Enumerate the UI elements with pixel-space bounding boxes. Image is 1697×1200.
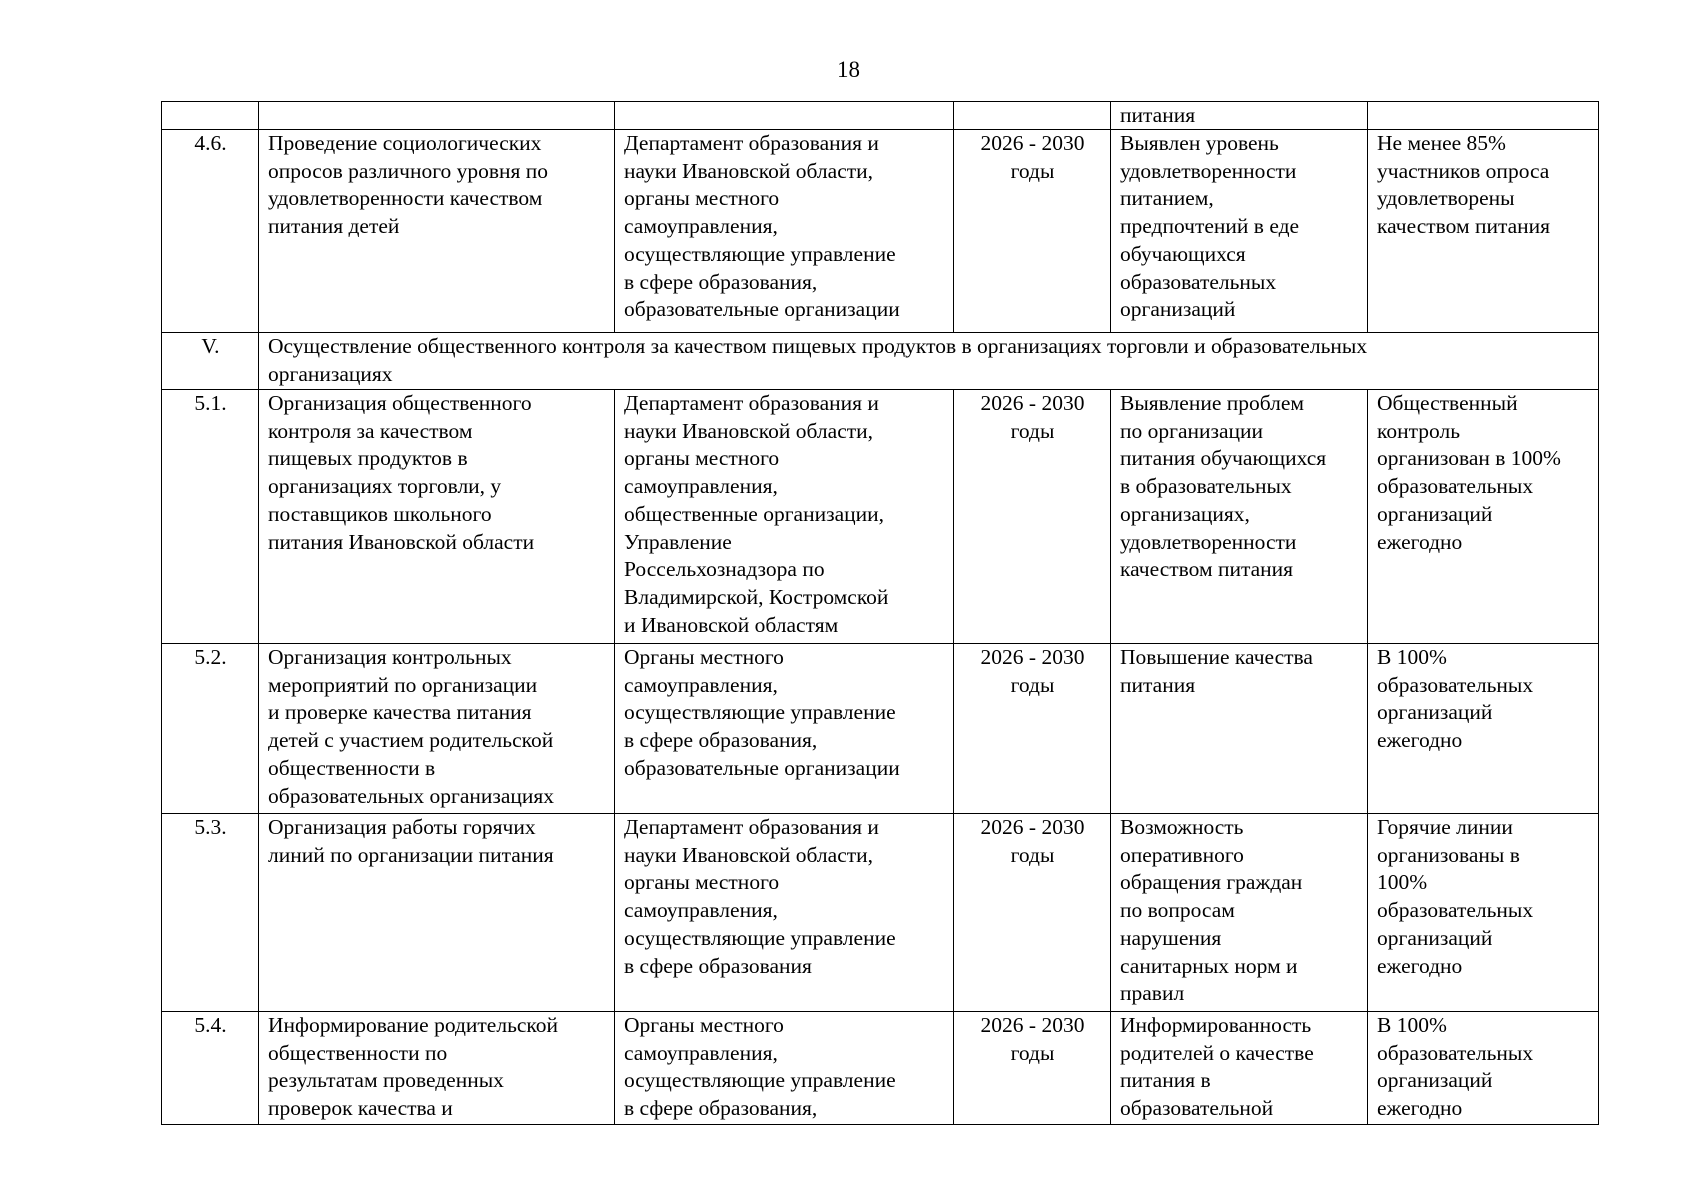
cell-executor xyxy=(615,102,954,130)
cell-term xyxy=(954,102,1111,130)
cell-executor: Органы местного самоуправления, осуществляющие управление в сфере образования, xyxy=(615,1012,954,1125)
table-row-5-1 xyxy=(162,390,1599,644)
cell-num xyxy=(162,102,259,130)
cell-term: 2026 - 2030 годы xyxy=(954,390,1111,644)
cell-event: Информирование родительской общественности по результатам проведенных проверок качества и xyxy=(259,1012,615,1125)
cell-result: питания xyxy=(1111,102,1368,130)
section-row-v xyxy=(162,333,1599,390)
cell-term: 2026 - 2030 годы xyxy=(954,1012,1111,1125)
table-row-4-6 xyxy=(162,130,1599,333)
cell-executor: Департамент образования и науки Ивановской области, органы местного самоуправления, осуществляющие управление в сфере образования, образовательные организации xyxy=(615,130,954,333)
cell-result: Возможность оперативного обращения граждан по вопросам нарушения санитарных норм и правил xyxy=(1111,814,1368,1012)
table-row-5-4 xyxy=(162,1012,1599,1125)
cell-num: 5.2. xyxy=(162,644,259,814)
table-row-continuation xyxy=(162,102,1599,130)
table-row-5-3 xyxy=(162,814,1599,1012)
cell-event xyxy=(259,102,615,130)
cell-result: Выявлен уровень удовлетворенности питанием, предпочтений в еде обучающихся образовательных организаций xyxy=(1111,130,1368,333)
cell-term: 2026 - 2030 годы xyxy=(954,130,1111,333)
cell-term: 2026 - 2030 годы xyxy=(954,814,1111,1012)
cell-indicator xyxy=(1368,102,1599,130)
cell-result: Повышение качества питания xyxy=(1111,644,1368,814)
cell-term: 2026 - 2030 годы xyxy=(954,644,1111,814)
table-row-5-2 xyxy=(162,644,1599,814)
section-num: V. xyxy=(162,333,259,390)
cell-executor: Департамент образования и науки Ивановской области, органы местного самоуправления, осуществляющие управление в сфере образования xyxy=(615,814,954,1012)
page-number: 18 xyxy=(837,57,860,82)
cell-indicator: Не менее 85% участников опроса удовлетворены качеством питания xyxy=(1368,130,1599,333)
cell-num: 4.6. xyxy=(162,130,259,333)
cell-indicator: В 100% образовательных организаций ежегодно xyxy=(1368,1012,1599,1125)
cell-indicator: Горячие линии организованы в 100% образовательных организаций ежегодно xyxy=(1368,814,1599,1012)
measures-table xyxy=(161,101,1599,1125)
cell-executor: Органы местного самоуправления, осуществляющие управление в сфере образования, образовательные организации xyxy=(615,644,954,814)
cell-num: 5.3. xyxy=(162,814,259,1012)
cell-executor: Департамент образования и науки Ивановской области, органы местного самоуправления, общественные организации, Управление Россельхознадзора по Владимирской, Костромской и Ивановской областям xyxy=(615,390,954,644)
cell-event: Организация контрольных мероприятий по организации и проверке качества питания детей с участием родительской общественности в образовательных организациях xyxy=(259,644,615,814)
cell-result: Информированность родителей о качестве питания в образовательной xyxy=(1111,1012,1368,1125)
cell-event: Организация работы горячих линий по организации питания xyxy=(259,814,615,1012)
section-title: Осуществление общественного контроля за качеством пищевых продуктов в организациях торговли и образовательных организациях xyxy=(259,333,1599,390)
cell-indicator: В 100% образовательных организаций ежегодно xyxy=(1368,644,1599,814)
cell-num: 5.4. xyxy=(162,1012,259,1125)
cell-result: Выявление проблем по организации питания обучающихся в образовательных организациях, удовлетворенности качеством питания xyxy=(1111,390,1368,644)
cell-event: Организация общественного контроля за качеством пищевых продуктов в организациях торговли, у поставщиков школьного питания Ивановской области xyxy=(259,390,615,644)
cell-event: Проведение социологических опросов различного уровня по удовлетворенности качеством питания детей xyxy=(259,130,615,333)
cell-indicator: Общественный контроль организован в 100% образовательных организаций ежегодно xyxy=(1368,390,1599,644)
cell-num: 5.1. xyxy=(162,390,259,644)
